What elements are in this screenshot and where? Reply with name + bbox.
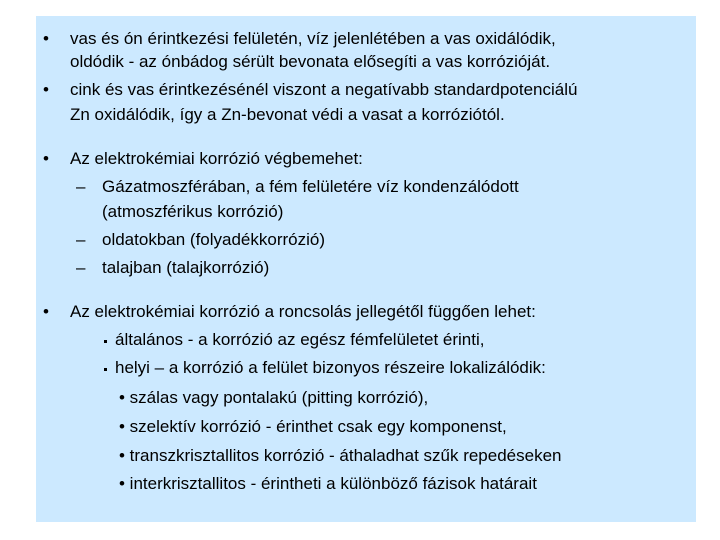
section-3-heading: Az elektrokémiai korrózió végbemehet: <box>70 149 363 168</box>
section-3-subitem-2: oldatokban (folyadékkorrózió) <box>102 230 326 249</box>
bullet-2: • <box>43 80 49 99</box>
dash-marker: – <box>76 177 86 196</box>
section-3-subitem-1-line-1: Gázatmoszférában, a fém felületére víz kondenzálódott <box>102 177 519 196</box>
section-4-heading: Az elektrokémiai korrózió a roncsolás jellegétől függően lehet: <box>70 302 536 321</box>
dash-marker: – <box>76 258 86 277</box>
section-3-subitem-3: talajban (talajkorrózió) <box>102 258 270 277</box>
section-4-subsubitem-1: • szálas vagy pontalakú (pitting korrózió), <box>119 388 429 407</box>
section-2-line-2: Zn oxidálódik, így a Zn-bevonat védi a vasat a korróziótól. <box>70 105 505 124</box>
section-2-line-1: cink és vas érintkezésénél viszont a negatívabb standardpotenciálú <box>70 80 578 99</box>
dash-marker: – <box>76 230 86 249</box>
square-bullet <box>104 368 107 371</box>
section-1-line-2: oldódik - az ónbádog sérült bevonata elősegíti a vas korrózióját. <box>70 52 551 71</box>
bullet-3: • <box>43 149 49 168</box>
bullet-1: • <box>43 29 49 48</box>
square-bullet <box>104 340 107 343</box>
section-4-subsubitem-2: • szelektív korrózió - érinthet csak egy komponenst, <box>119 417 507 436</box>
section-3-subitem-1-line-2: (atmoszférikus korrózió) <box>102 202 284 221</box>
section-4-subsubitem-4: • interkrisztallitos - érintheti a különböző fázisok határait <box>119 474 537 493</box>
section-4-subitem-1: általános - a korrózió az egész fémfelületet érinti, <box>115 330 485 349</box>
section-4-subitem-2: helyi – a korrózió a felület bizonyos részeire lokalizálódik: <box>115 358 546 377</box>
section-1-line-1: vas és ón érintkezési felületén, víz jelenlétében a vas oxidálódik, <box>70 29 556 48</box>
section-4-subsubitem-3: • transzkrisztallitos korrózió - áthaladhat szűk repedéseken <box>119 446 562 465</box>
bullet-4: • <box>43 302 49 321</box>
